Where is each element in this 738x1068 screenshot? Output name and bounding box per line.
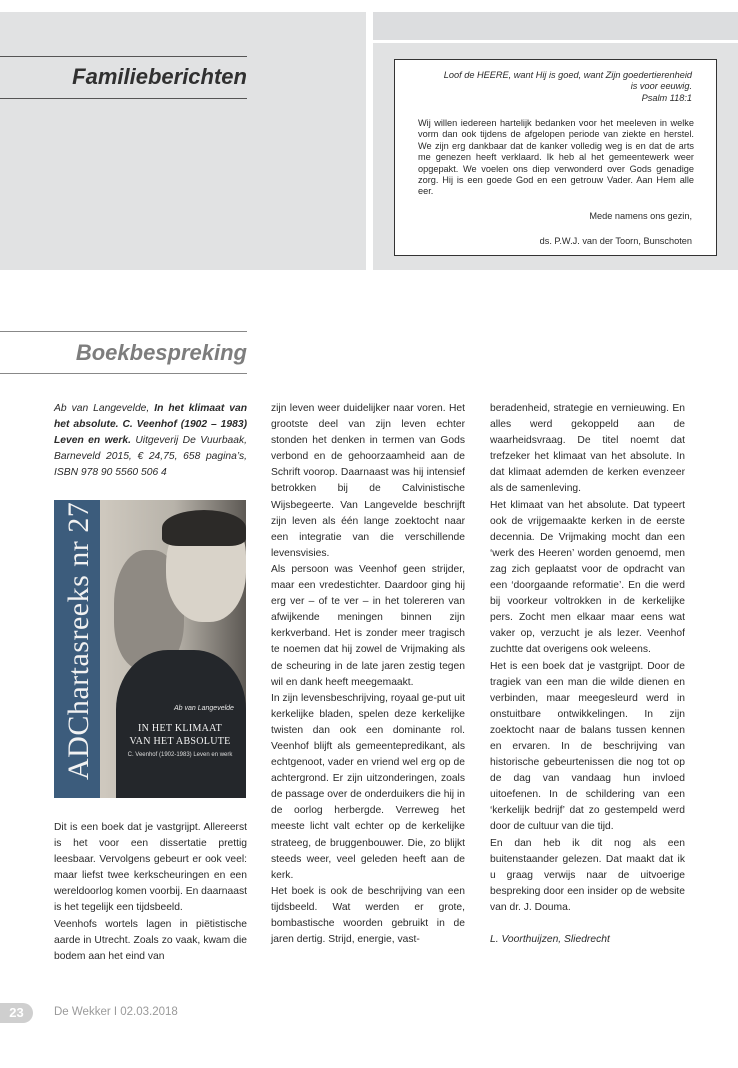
notice-quote	[402, 70, 692, 104]
paragraph: Het is een boek dat je vastgrijpt. Door de tragiek van een man die wilde dienen en verbinden, maar meegesleurd werd in onstuitbare ontwikkelingen. In zijn zoektocht naar de balans tussen kennen en ervaren. In de beschrijving van historische gebeurtenissen die nog tot op de dag van vandaag hun invloed uitoefenen. In de schildering van een ‘kerkelijk bedrijf’ dat zo gestempeld werd door de cultuur van die tijd.	[490, 660, 685, 833]
paragraph: Als persoon was Veenhof geen strijder, maar een vredestichter. Daardoor ging hij erg ver – of te ver – in het tolereren van afwijkende meningen binnen zijn kerkverband. Het is zonder meer tragisch te noemen dat hij zowel de Vrijmaking als de scheuring in de late jaren zestig tegen wil en dank heeft meegemaakt.	[271, 563, 465, 688]
cover-man-hair	[162, 510, 246, 546]
paragraph: In zijn levensbeschrijving, royaal ge-put uit kerkelijke bladen, spelen deze kerkelijke twisten dan ook een dominante rol. Veenhof blijft als gemeentepredikant, als echtgenoot, vader en vriend wel erg op de achtergrond. Er zijn uitzonderingen, zoals de passage over de onderduikers die hij in de oorlog herbergde. Verreweg het meeste licht valt echter op de kerkelijke strateeg, de bruggenbouwer. Die, zo blijkt steeds weer, veel geleden heeft aan de kerk.	[271, 692, 465, 881]
top-right-separator	[373, 40, 738, 43]
paragraph: Het boek is ook de beschrijving van een tijdsbeeld. Wat werden er grote, bombastische woorden gebruikt in de jaren dertig. Strijd, energie, vast-	[271, 885, 465, 946]
column-2-text	[271, 401, 465, 948]
quote-reference: Psalm 118:1	[641, 92, 692, 103]
reviewer-name: L. Voorthuijzen, Sliedrecht	[490, 934, 610, 945]
cover-title-line-2: VAN HET ABSOLUTE	[129, 736, 231, 747]
notice-body: Wij willen iedereen hartelijk bedanken voor het meeleven in welke vorm dan ook tijdens de afgelopen periode van ziekte en herstel. We zijn erg dankbaar dat de kanker volledig weg is en dat de arts me genezen heeft verklaard. Ik heb al het gemeentewerk weer opgepakt. We voelen ons diep verwonderd over Gods genadige zorg. Hij is een goede God en een getrouw Vader. Aan Hem alle eer.	[418, 118, 694, 197]
section-title-review: Boekbespreking	[75, 340, 247, 365]
cover-title-line-1: IN HET KLIMAAT	[137, 723, 222, 734]
paragraph: zijn leven weer duidelijker naar voren. Het grootste deel van zijn leven echter stonden het denken in termen van Gods verbond en de gehoorzaamheid aan de Schrift voorop. Daarnaast was hij intensief betrokken bij de Calvinistische Wijsbegeerte. Van Langevelde beschrijft zijn leven als één lange zoektocht naar een integratie van die verschillende levensvisies.	[271, 403, 465, 559]
book-cover-image	[54, 500, 246, 798]
notice-signature: ds. P.W.J. van der Toorn, Bunschoten	[539, 236, 692, 246]
column-1-bibliography	[54, 401, 247, 481]
cover-subtitle: C. Veenhof (1902-1983) Leven en werk	[127, 752, 233, 758]
quote-line-1: Loof de HEERE, want Hij is goed, want Zijn goedertierenheid	[443, 70, 692, 80]
paragraph: beradenheid, strategie en vernieuwing. En alles werd gekoppeld aan de waarheidsvraag. De titel noemt dat trefzeker het klimaat van het absolute. In dat klimaat ademden de kerken evenzeer als de samenleving.	[490, 403, 685, 495]
column-3-text	[490, 401, 685, 948]
book-author: Ab van Langevelde,	[54, 403, 155, 414]
paragraph: Veenhofs wortels lagen in piëtistische aarde in Utrecht. Zoals zo vaak, kwam die bodem aan het eind van	[54, 918, 247, 962]
family-notice	[394, 59, 717, 256]
book-title: In het klimaat van het absolute. C. Veenhof (1902 – 1983) Leven en werk.	[54, 403, 247, 447]
book-publication: Uitgeverij De Vuurbaak, Barneveld 2015, € 24,75, 658 pagina’s, ISBN 978 90 5560 506 4	[54, 435, 248, 479]
top-right-strip	[373, 12, 738, 40]
column-1-text	[54, 820, 247, 965]
notice-signoff: Mede namens ons gezin,	[589, 211, 692, 221]
cover-series-label: ADChartasreeks nr 27	[62, 501, 95, 780]
book-bibliography	[54, 401, 247, 481]
paragraph: En dan heb ik dit nog als een buitenstaander gelezen. Dat maakt dat ik u graag verwijs naar de uitvoerige bespreking door een insider op de website van dr. J. Douma.	[490, 837, 685, 913]
section-header-family	[0, 56, 247, 99]
quote-line-2: is voor eeuwig.	[630, 81, 692, 92]
paragraph: Het klimaat van het absolute. Dat typeert ook de vrijgemaakte kerken in de eerste decennia. De Vrijmaking mocht dan een ‘werk des Heeren’ worden genoemd, men zag zich geplaatst voor de opdracht van een ‘doorgaande reformatie’. En die werd bij voorkeur voltrokken in de kerkelijke pers. Zocht men elkaar maar eens wat vaker op, verzucht je als lezer. Veenhof zuchtte dat overigens ook weleens.	[490, 499, 685, 656]
paragraph: Dit is een boek dat je vastgrijpt. Allereerst is het voor een dissertatie prettig leesbaar. Vervolgens gebeurt er ook veel: maar liefst twee kerkscheuringen en een wereldoorlog komen voorbij. En daarnaast is het tegelijk een tijdsbeeld.	[54, 822, 247, 914]
top-left-panel	[0, 12, 366, 270]
section-header-review	[0, 331, 247, 374]
section-title-family: Familieberichten	[72, 64, 247, 89]
publication-info: De Wekker I 02.03.2018	[54, 1006, 178, 1018]
cover-author: Ab van Langevelde	[174, 705, 234, 712]
page-number: 23	[0, 1003, 33, 1023]
